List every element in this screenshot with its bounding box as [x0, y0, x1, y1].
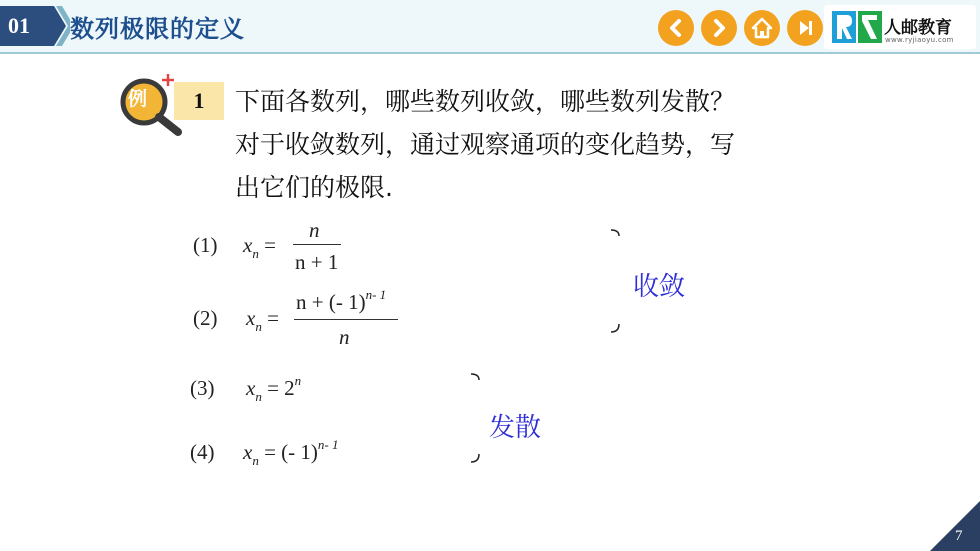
page-title: 数列极限的定义 [70, 15, 245, 43]
prev-button[interactable] [658, 10, 694, 46]
formula-label: (1) [193, 233, 218, 257]
section-number: 01 [8, 13, 30, 38]
home-button[interactable] [744, 10, 780, 46]
chevron-left-icon [666, 18, 686, 38]
next-button[interactable] [701, 10, 737, 46]
section-badge [0, 6, 70, 46]
formula-denominator: n + 1 [295, 250, 339, 274]
diverge-label: 发散 [489, 413, 542, 443]
logo-mark-icon [832, 11, 882, 43]
formula-label: (2) [193, 306, 218, 330]
formula-numerator: n + (- 1)$^{n- 1}$ [296, 287, 387, 314]
chevron-right-icon [709, 18, 729, 38]
question-line: 对于收敛数列，通过观察通项的变化趋势，写 [235, 130, 736, 159]
formula-3: $x_n = 2^n$ [246, 373, 302, 404]
question-line: 下面各数列，哪些数列收敛，哪些数列发散？ [235, 87, 736, 116]
formula-denominator: n [339, 325, 350, 349]
example-number: 1 [174, 82, 224, 120]
question-text [235, 80, 835, 209]
skip-end-icon [795, 18, 815, 38]
formula-lhs: $x_n$ = [246, 306, 279, 334]
formula-numerator: n [309, 218, 320, 242]
logo [824, 5, 976, 49]
end-button[interactable] [787, 10, 823, 46]
diverge-bracket [465, 370, 485, 468]
page-number: 7 [955, 528, 963, 544]
logo-url: www.ryjiaoyu.com [885, 36, 954, 44]
formula-lhs: $x_n$ = [243, 233, 276, 261]
converge-bracket [605, 226, 625, 338]
example-label: 例 [128, 88, 148, 110]
question-line: 出它们的极限. [235, 173, 393, 202]
fraction-bar [293, 244, 341, 245]
header-divider [0, 52, 980, 54]
formula-label: (3) [190, 376, 215, 400]
logo-name: 人邮教育 [884, 18, 952, 38]
formula-label: (4) [190, 440, 215, 464]
fraction-bar [294, 319, 398, 320]
converge-label: 收敛 [633, 272, 686, 302]
formula-4: $x_n$ = (- 1)$^{n- 1}$ [243, 437, 339, 468]
home-icon [751, 17, 773, 39]
